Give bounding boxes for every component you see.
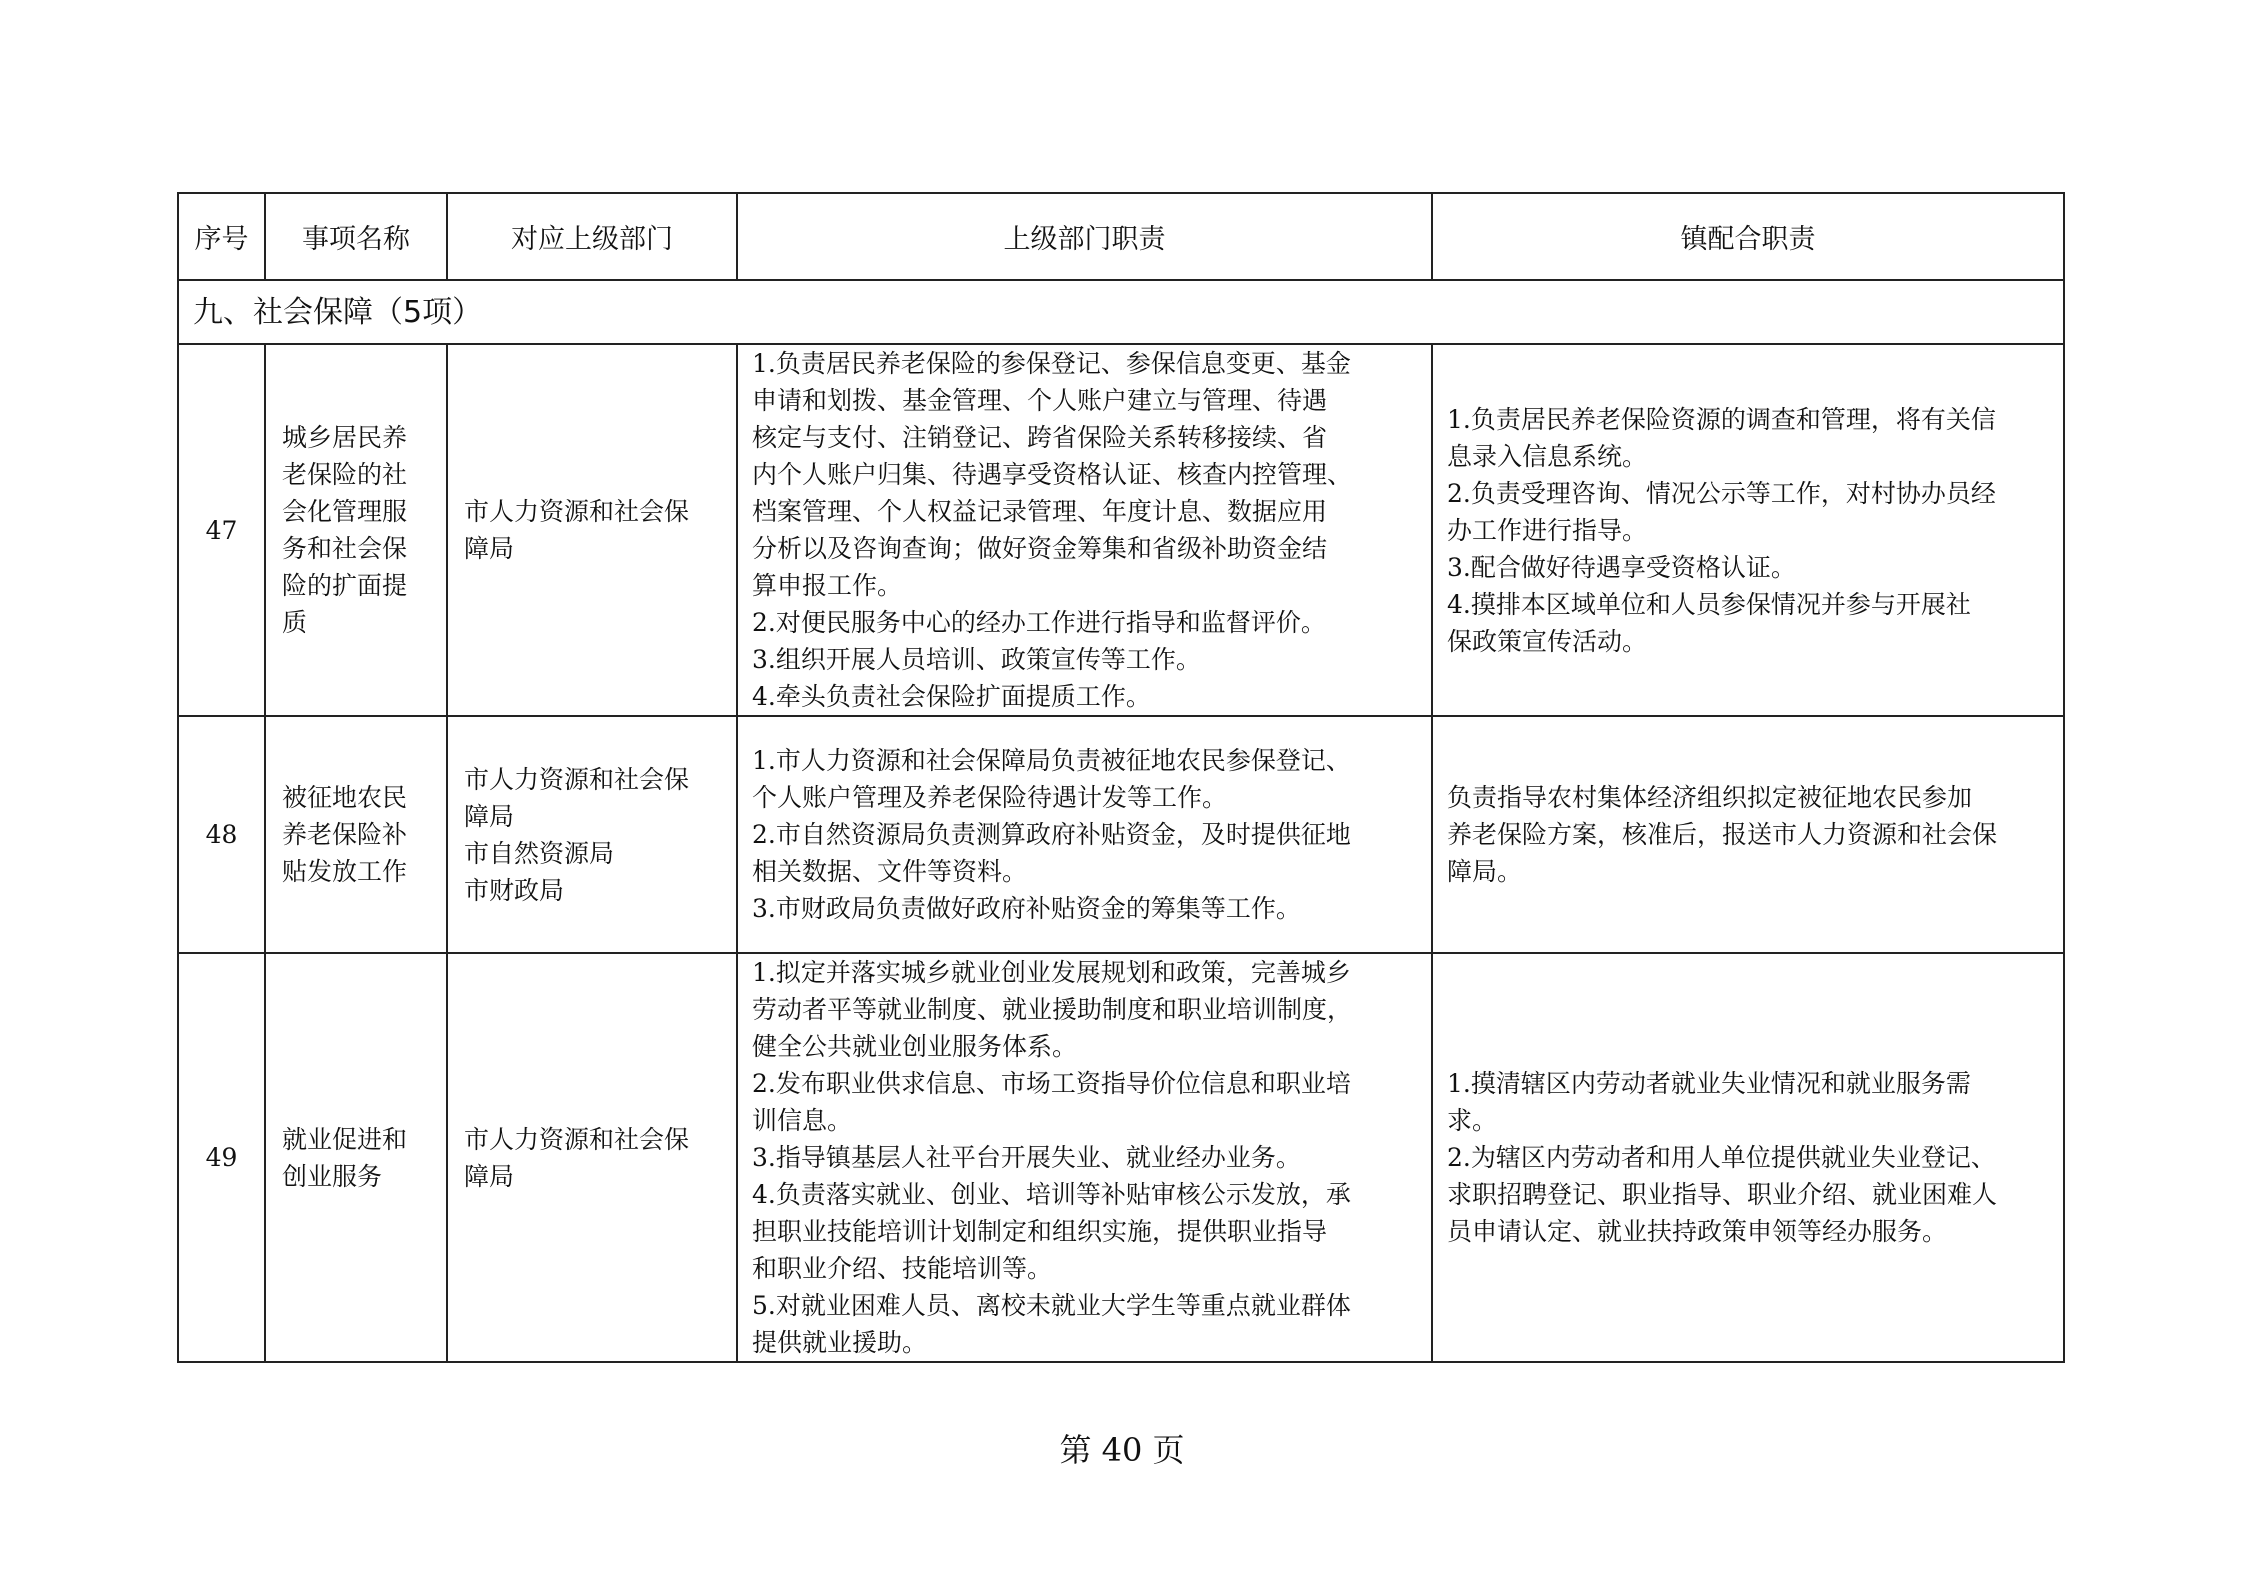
superior-duties-line: 1.市人力资源和社会保障局负责被征地农民参保登记、 — [752, 746, 1351, 775]
header-item-name: 事项名称 — [265, 193, 447, 280]
superior-duties-line: 5.对就业困难人员、离校未就业大学生等重点就业群体 — [752, 1291, 1351, 1320]
superior-department — [447, 716, 737, 953]
row-number: 47 — [178, 344, 265, 716]
superior-duties-line: 和职业介绍、技能培训等。 — [752, 1254, 1053, 1283]
section-row — [178, 280, 2064, 344]
superior-department-line: 市人力资源和社会保 — [464, 764, 690, 794]
header-town-duties: 镇配合职责 — [1432, 193, 2064, 280]
item-name-line: 养老保险补 — [282, 820, 408, 849]
superior-duties-line: 提供就业援助。 — [752, 1328, 928, 1357]
row-number: 48 — [178, 716, 265, 953]
superior-duties-line: 申请和划拨、基金管理、个人账户建立与管理、待遇 — [752, 386, 1328, 415]
item-name-line: 险的扩面提 — [282, 571, 408, 600]
superior-department-line: 障局 — [464, 534, 515, 563]
item-name-line: 城乡居民养 — [282, 423, 408, 452]
superior-duties-line: 3.组织开展人员培训、政策宣传等工作。 — [752, 645, 1201, 674]
page-number: 第 40 页 — [1059, 1431, 1185, 1469]
superior-department-line: 障局 — [464, 801, 515, 831]
superior-duties-line: 4.负责落实就业、创业、培训等补贴审核公示发放，承 — [752, 1180, 1351, 1209]
town-duties-line: 负责指导农村集体经济组织拟定被征地农民参加 — [1447, 783, 1973, 812]
superior-duties-line: 健全公共就业创业服务体系。 — [752, 1032, 1078, 1061]
superior-duties-line: 劳动者平等就业制度、就业援助制度和职业培训制度， — [752, 995, 1353, 1024]
superior-duties-line: 4.牵头负责社会保险扩面提质工作。 — [752, 682, 1151, 711]
superior-duties — [737, 716, 1432, 953]
superior-duties-line: 档案管理、个人权益记录管理、年度计息、数据应用 — [752, 497, 1328, 526]
superior-duties — [737, 953, 1432, 1362]
item-name-line: 创业服务 — [282, 1161, 383, 1191]
item-name-line: 会化管理服 — [282, 497, 408, 526]
town-duties-line: 4.摸排本区域单位和人员参保情况并参与开展社 — [1447, 589, 1971, 619]
item-name — [265, 716, 447, 953]
superior-department-line: 市财政局 — [464, 875, 565, 905]
superior-department-line: 市自然资源局 — [464, 838, 615, 868]
item-name — [265, 344, 447, 716]
item-name-line: 老保险的社 — [282, 460, 408, 489]
superior-duties-line: 训信息。 — [752, 1106, 853, 1135]
item-name-line: 贴发放工作 — [282, 857, 408, 886]
superior-department-line: 障局 — [464, 1161, 515, 1191]
superior-duties-line: 2.对便民服务中心的经办工作进行指导和监督评价。 — [752, 608, 1326, 637]
town-duties-line: 3.配合做好待遇享受资格认证。 — [1447, 552, 1796, 582]
superior-duties-line: 担职业技能培训计划制定和组织实施，提供职业指导 — [752, 1217, 1328, 1246]
header-number: 序号 — [178, 193, 265, 280]
superior-department — [447, 953, 737, 1362]
responsibility-table — [177, 192, 2065, 1363]
town-duties-line: 2.为辖区内劳动者和用人单位提供就业失业登记、 — [1447, 1143, 1996, 1172]
superior-department-line: 市人力资源和社会保 — [464, 497, 690, 526]
town-duties-line: 员申请认定、就业扶持政策申领等经办服务。 — [1447, 1217, 1948, 1246]
item-name — [265, 953, 447, 1362]
superior-duties-line: 1.拟定并落实城乡就业创业发展规划和政策，完善城乡 — [752, 958, 1351, 987]
town-duties-line: 2.负责受理咨询、情况公示等工作，对村协办员经 — [1447, 478, 1996, 508]
row-number: 49 — [178, 953, 265, 1362]
table-row — [178, 344, 2064, 716]
superior-duties-line: 相关数据、文件等资料。 — [752, 857, 1028, 886]
town-duties — [1432, 716, 2064, 953]
item-name-line: 被征地农民 — [282, 783, 408, 812]
superior-duties-line: 核定与支付、注销登记、跨省保险关系转移接续、省 — [752, 423, 1328, 452]
town-duties-line: 保政策宣传活动。 — [1447, 626, 1648, 656]
town-duties — [1432, 344, 2064, 716]
town-duties-line: 办工作进行指导。 — [1447, 515, 1648, 545]
section-title: 九、社会保障（5项） — [178, 280, 2064, 344]
header-superior-department: 对应上级部门 — [447, 193, 737, 280]
header-superior-duties: 上级部门职责 — [737, 193, 1432, 280]
superior-duties — [737, 344, 1432, 716]
superior-duties-line: 算申报工作。 — [752, 571, 903, 600]
item-name-line: 务和社会保 — [282, 534, 408, 563]
town-duties-line: 障局。 — [1447, 857, 1523, 886]
superior-duties-line: 分析以及咨询查询；做好资金筹集和省级补助资金结 — [752, 534, 1328, 563]
town-duties-line: 1.负责居民养老保险资源的调查和管理，将有关信 — [1447, 404, 1996, 434]
item-name-line: 就业促进和 — [282, 1124, 408, 1154]
table-row — [178, 716, 2064, 953]
superior-duties-line: 内个人账户归集、待遇享受资格认证、核查内控管理、 — [752, 460, 1353, 489]
superior-duties-line: 2.发布职业供求信息、市场工资指导价位信息和职业培 — [752, 1069, 1351, 1098]
town-duties-line: 息录入信息系统。 — [1447, 441, 1648, 471]
superior-department — [447, 344, 737, 716]
town-duties-line: 求。 — [1447, 1106, 1498, 1135]
item-name-line: 质 — [282, 608, 308, 637]
superior-duties-line: 3.指导镇基层人社平台开展失业、就业经办业务。 — [752, 1143, 1301, 1172]
superior-duties-line: 2.市自然资源局负责测算政府补贴资金，及时提供征地 — [752, 820, 1351, 849]
superior-duties-line: 个人账户管理及养老保险待遇计发等工作。 — [752, 783, 1228, 812]
superior-duties-line: 1.负责居民养老保险的参保登记、参保信息变更、基金 — [752, 349, 1351, 378]
superior-duties-line: 3.市财政局负责做好政府补贴资金的筹集等工作。 — [752, 894, 1301, 923]
town-duties-line: 养老保险方案，核准后，报送市人力资源和社会保 — [1447, 820, 1998, 849]
town-duties-line: 1.摸清辖区内劳动者就业失业情况和就业服务需 — [1447, 1069, 1971, 1098]
table-header-row — [178, 193, 2064, 280]
table-row — [178, 953, 2064, 1362]
town-duties — [1432, 953, 2064, 1362]
superior-department-line: 市人力资源和社会保 — [464, 1124, 690, 1154]
town-duties-line: 求职招聘登记、职业指导、职业介绍、就业困难人 — [1447, 1180, 1998, 1209]
